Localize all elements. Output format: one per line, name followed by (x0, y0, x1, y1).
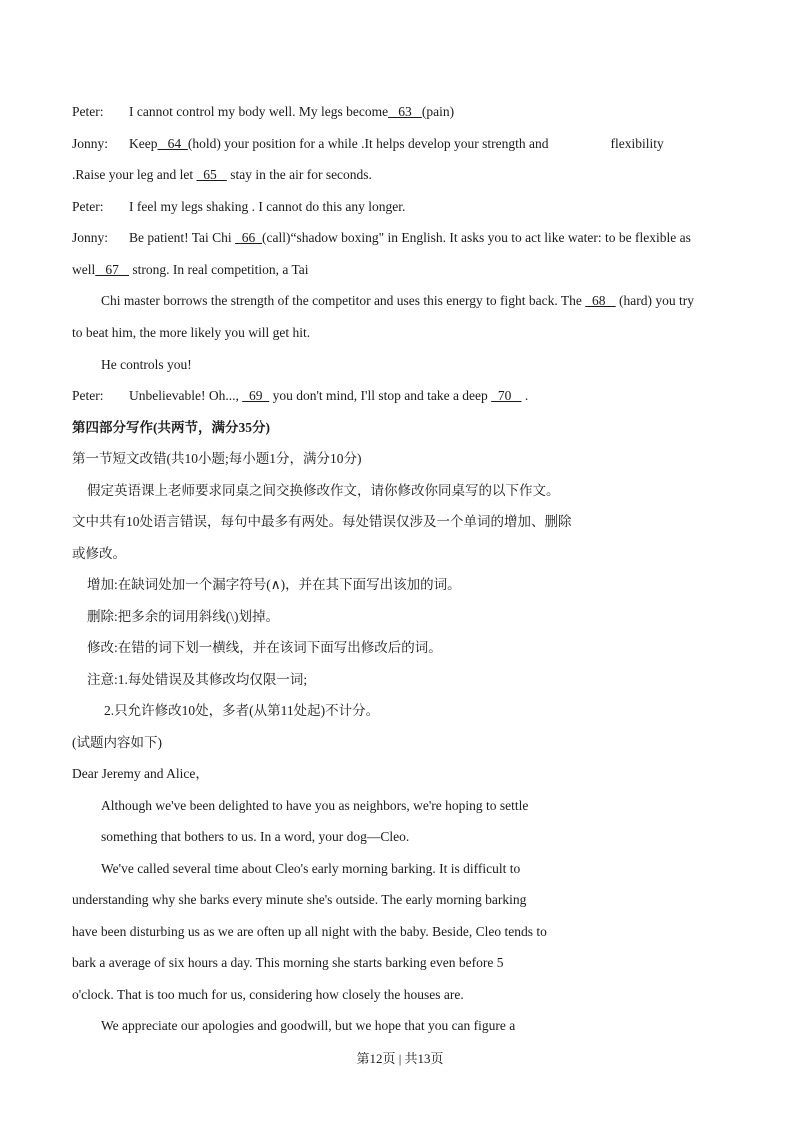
dialogue-text: (hard) you try (615, 293, 695, 308)
dialogue-text: Chi master borrows the strength of the competitor and uses this energy to fight back. The (101, 293, 586, 308)
instruction-3: 或修改。 (72, 546, 126, 561)
letter-line: have been disturbing us as we are often up all night with the baby. Beside, Cleo tends to (72, 924, 547, 939)
speaker: Peter: (72, 199, 104, 214)
instruction-note-1: 注意:1.每处错误及其修改均仅限一词; (87, 672, 308, 687)
dialogue-text: well (72, 262, 96, 277)
dialogue-line-6 (72, 261, 309, 279)
blank-64: 64 (157, 136, 188, 151)
blank-69: 69 (242, 388, 270, 403)
dialogue-text: flexibility (610, 136, 664, 151)
dialogue-text: (call)“shadow boxing" in English. It asks you to act like water: to be flexible as (262, 230, 691, 245)
blank-63: 63 (388, 104, 422, 119)
speaker: Jonny: (72, 230, 109, 245)
speaker: Peter: (72, 388, 104, 403)
instruction-2: 文中共有10处语言错误，每句中最多有两处。每处错误仅涉及一个单词的增加、删除 (72, 514, 572, 529)
dialogue-line-9 (101, 356, 192, 374)
dialogue-line-5 (72, 229, 691, 247)
speaker: Peter: (72, 104, 104, 119)
dialogue-line-2 (72, 135, 664, 153)
dialogue-line-1 (72, 103, 454, 121)
blank-68: 68 (585, 293, 616, 308)
instruction-add: 增加:在缺词处加一个漏字符号(∧)，并在其下面写出该加的词。 (87, 577, 461, 592)
instruction-content-label: (试题内容如下) (72, 735, 162, 750)
dialogue-text: I cannot control my body well. My legs become (129, 104, 389, 119)
section-title: 第四部分写作(共两节，满分35分) (72, 420, 270, 435)
section-subtitle: 第一节短文改错(共10小题;每小题1分，满分10分) (72, 451, 362, 466)
dialogue-text: you don't mind, I'll stop and take a deep (269, 388, 492, 403)
blank-67: 67 (95, 262, 129, 277)
blank-66: 66 (235, 230, 263, 245)
dialogue-text: (pain) (421, 104, 455, 119)
letter-line: We've called several time about Cleo's early morning barking. It is difficult to (101, 861, 521, 876)
dialogue-text: (hold) your position for a while .It helps develop your strength and (187, 136, 549, 151)
dialogue-text: He controls you! (101, 357, 192, 372)
dialogue-text: strong. In real competition, a Tai (129, 262, 309, 277)
dialogue-text: . (521, 388, 529, 403)
letter-greeting: Dear Jeremy and Alice， (72, 766, 209, 781)
page-footer: 第12页 | 共13页 (356, 1051, 444, 1066)
dialogue-line-10 (72, 387, 528, 405)
instruction-delete: 删除:把多余的词用斜线(\)划掉。 (87, 609, 279, 624)
dialogue-line-8 (72, 324, 310, 342)
letter-line: understanding why she barks every minute she's outside. The early morning barking (72, 892, 527, 907)
instruction-note-2: 2.只允许修改10处，多者(从第11处起)不计分。 (104, 703, 380, 718)
blank-65: 65 (196, 167, 227, 182)
letter-line: o'clock. That is too much for us, considering how closely the houses are. (72, 987, 464, 1002)
letter-line: Although we've been delighted to have you as neighbors, we're hoping to settle (101, 798, 529, 813)
dialogue-line-7 (101, 292, 694, 310)
letter-line: bark a average of six hours a day. This morning she starts barking even before 5 (72, 955, 504, 970)
dialogue-text: I feel my legs shaking . I cannot do this any longer. (129, 199, 406, 214)
dialogue-text: Unbelievable! Oh..., (129, 388, 243, 403)
dialogue-line-3 (72, 166, 372, 184)
blank-70: 70 (491, 388, 522, 403)
letter-line: something that bothers to us. In a word, your dog—Cleo. (101, 829, 410, 844)
dialogue-line-4 (72, 198, 405, 216)
letter-line: We appreciate our apologies and goodwill, but we hope that you can figure a (101, 1018, 516, 1033)
dialogue-text: stay in the air for seconds. (226, 167, 372, 182)
speaker: Jonny: (72, 136, 109, 151)
dialogue-text: .Raise your leg and let (72, 167, 197, 182)
instruction-1: 假定英语课上老师要求同桌之间交换修改作文，请你修改你同桌写的以下作文。 (87, 483, 560, 498)
dialogue-text: Keep (129, 136, 158, 151)
instruction-modify: 修改:在错的词下划一横线，并在该词下面写出修改后的词。 (87, 640, 442, 655)
dialogue-text: to beat him, the more likely you will get hit. (72, 325, 311, 340)
dialogue-text: Be patient! Tai Chi (129, 230, 236, 245)
